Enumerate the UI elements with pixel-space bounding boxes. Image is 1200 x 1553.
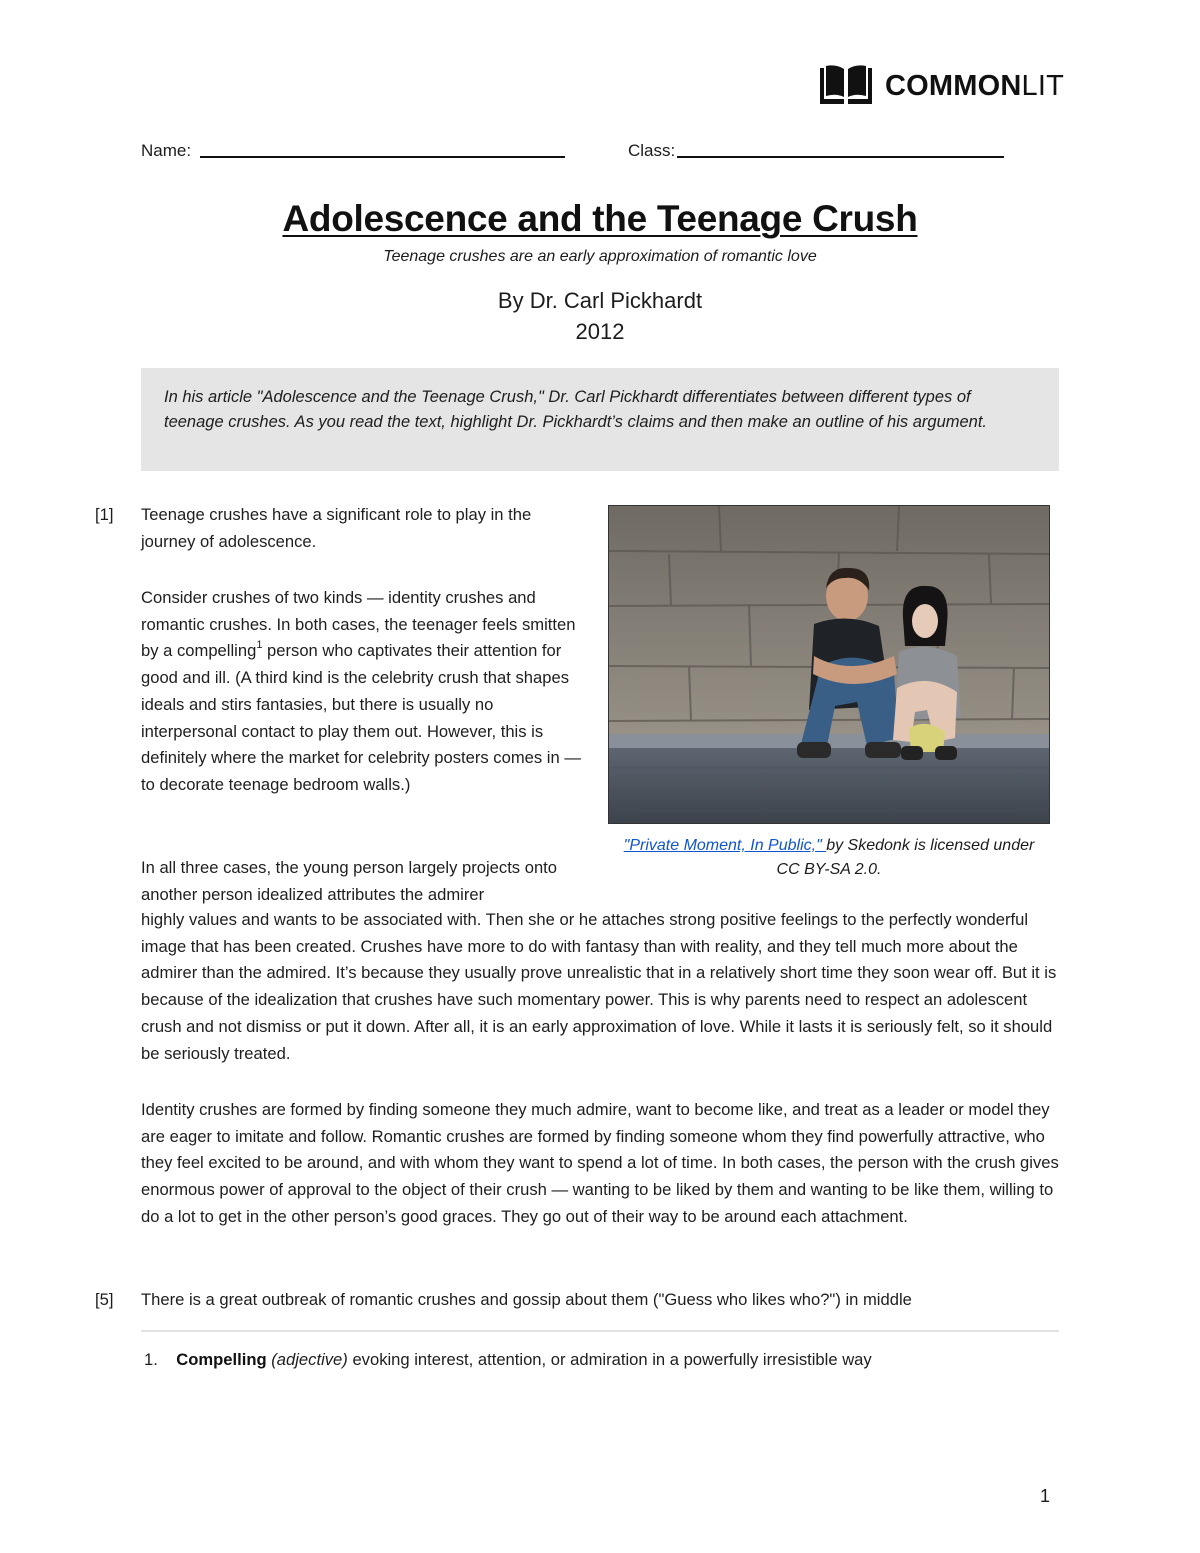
photo-source-link[interactable]: "Private Moment, In Public," xyxy=(623,837,827,854)
intro-box xyxy=(141,368,1059,471)
class-label: Class: xyxy=(628,141,676,160)
footnote-number: 1. xyxy=(144,1350,158,1369)
paragraph-number-5: [5] xyxy=(95,1290,114,1309)
article-photo xyxy=(608,505,1050,824)
paragraph-1: Teenage crushes have a significant role to play in the journey of adolescence. xyxy=(141,505,532,551)
class-field-line xyxy=(677,156,1004,158)
footnote-1 xyxy=(144,1348,872,1372)
footnote-divider xyxy=(141,1330,1059,1332)
article-subtitle: Teenage crushes are an early approximation of romantic love xyxy=(383,248,817,265)
paragraph-number-1: [1] xyxy=(95,505,114,524)
footnote-ref-1[interactable]: 1 xyxy=(256,638,263,651)
name-label: Name: xyxy=(141,141,192,160)
footnote-part-of-speech: (adjective) xyxy=(271,1350,348,1369)
footnote-definition: evoking interest, attention, or admiration in a powerfully irresistible way xyxy=(352,1350,872,1369)
footnote-term: Compelling xyxy=(176,1350,267,1369)
article-year: 2012 xyxy=(575,319,625,344)
article-title: Adolescence and the Teenage Crush xyxy=(282,198,918,239)
logo-wordmark: COMMONLIT xyxy=(885,70,1065,102)
intro-text: In his article "Adolescence and the Teenage Crush," Dr. Carl Pickhardt differentiates between different types of teenage crushes. As you read the text, highlight Dr. Pickhardt’s claims and then make an outline of his argument. xyxy=(164,388,988,431)
paragraph-3-wide: highly values and wants to be associated with. Then she or he attaches strong positive feelings to the perfectly wonderful image that has been created. Crushes have more to do with fantasy than with reality, and they tell much more about the admirer than the admired. It’s because they usually prove unrealistic that in a relatively short time they soon wear off. But it is because of the idealization that crushes have such momentary power. This is why parents need to respect an adolescent crush and not dismiss or put it down. After all, it is an early approximation of love. While it lasts it is seriously felt, so it should be seriously treated. xyxy=(141,910,1057,1063)
article-author: By Dr. Carl Pickhardt xyxy=(497,288,703,313)
commonlit-logo xyxy=(818,64,1064,108)
page-number: 1 xyxy=(1040,1486,1051,1506)
name-field-line xyxy=(200,156,565,158)
paragraph-2: Consider crushes of two kinds — identity crushes and romantic crushes. In both cases, the teenager feels smitten by a compelling$^1$ person who captivates their attention for good and ill. (A third kind is the celebrity crush that shapes ideals and stirs fantasies, but there is usually no interpersonal contact to play them out. However, this is definitely where the market for celebrity posters comes in — to decorate teenage bedroom walls.) xyxy=(141,588,581,794)
photo-caption: "Private Moment, In Public," by Skedonk is licensed under CC BY-SA 2.0. xyxy=(623,837,1035,878)
paragraph-3-narrow: In all three cases, the young person largely projects onto another person idealized attributes the admirer xyxy=(141,858,558,904)
open-book-icon xyxy=(818,65,874,107)
paragraph-4: Identity crushes are formed by finding someone they much admire, want to become like, and treat as a leader or model they are eager to imitate and follow. Romantic crushes are formed by finding someone whom they find powerfully attractive, who they feel excited to be around, and with whom they want to spend a lot of time. In both cases, the person with the crush gives enormous power of approval to the object of their crush — wanting to be liked by them and wanting to be like them, willing to do a lot to get in the other person’s good graces. They go out of their way to be around each attachment. xyxy=(141,1100,1059,1226)
paragraph-5: There is a great outbreak of romantic crushes and gossip about them ("Guess who likes who?") in middle xyxy=(141,1290,912,1309)
